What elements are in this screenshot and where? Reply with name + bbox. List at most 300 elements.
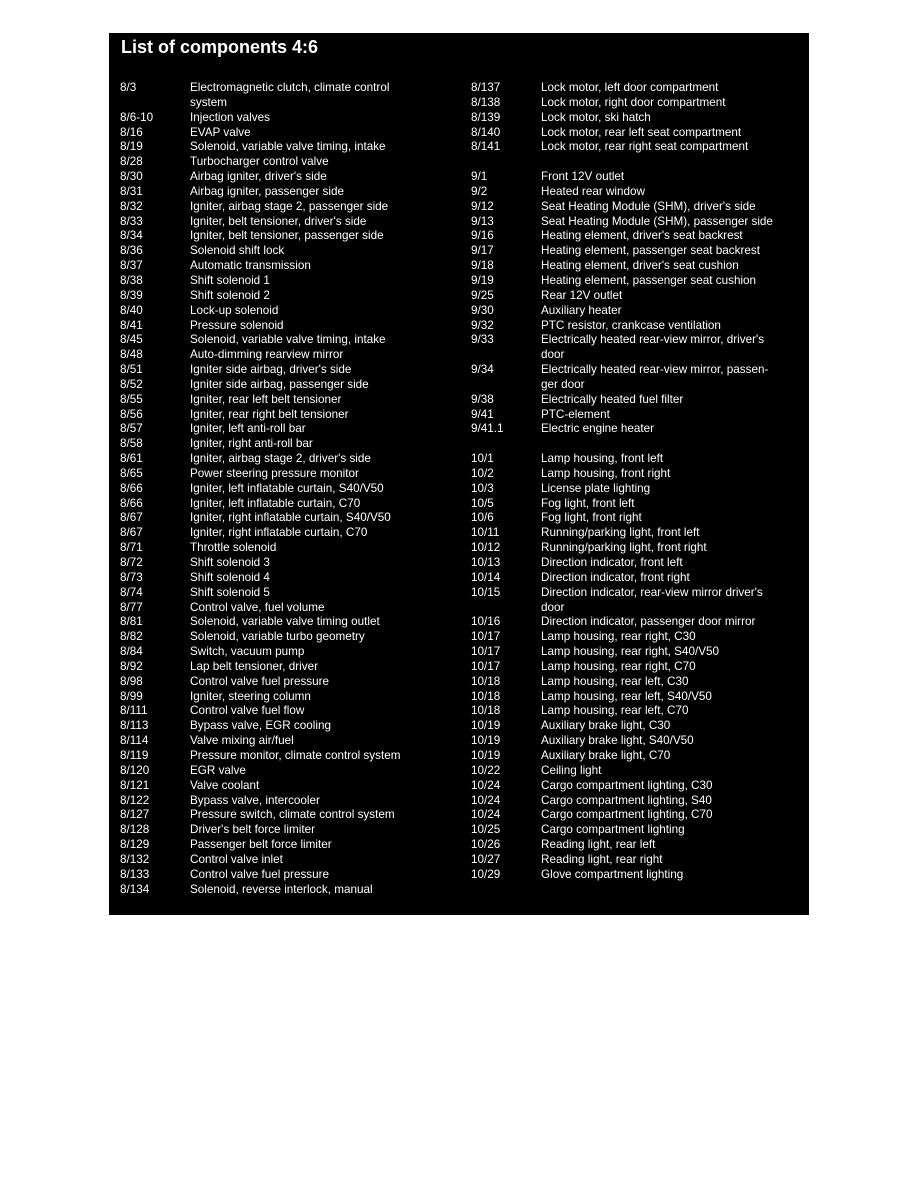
component-description: Lamp housing, rear right, C70	[541, 659, 696, 673]
component-code: 8/133	[120, 867, 150, 881]
component-code: 10/16	[471, 615, 501, 629]
component-description: Auto-dimming rearview mirror	[190, 348, 344, 362]
component-row	[120, 779, 460, 794]
component-row	[120, 126, 460, 141]
component-code: 10/1	[471, 452, 494, 466]
component-code: 10/15	[471, 585, 501, 599]
component-row	[471, 779, 803, 794]
section-gap	[471, 155, 803, 170]
component-description: Igniter, belt tensioner, driver's side	[190, 214, 367, 228]
component-code: 9/13	[471, 214, 494, 228]
component-code: 10/17	[471, 630, 501, 644]
component-code: 10/19	[471, 719, 501, 733]
section-gap	[471, 437, 803, 452]
component-description: Lock motor, left door compartment	[541, 81, 719, 94]
component-row	[471, 81, 803, 96]
component-code: 9/41.1	[471, 422, 504, 436]
right-column	[471, 81, 803, 883]
component-row	[471, 96, 803, 111]
component-row	[471, 408, 803, 423]
component-code: 10/24	[471, 793, 501, 807]
component-row	[120, 526, 460, 541]
component-row	[120, 140, 460, 155]
component-row	[120, 422, 460, 437]
component-code: 9/25	[471, 288, 494, 302]
component-description: Igniter, steering column	[190, 689, 311, 703]
component-description: Lamp housing, rear right, S40/V50	[541, 645, 720, 659]
component-row	[120, 675, 460, 690]
component-code: 8/37	[120, 259, 143, 273]
component-row	[120, 660, 460, 675]
component-description: Control valve fuel pressure	[190, 867, 330, 881]
component-description: Pressure solenoid	[190, 318, 284, 332]
component-description: Electrically heated rear-view mirror, driver's door	[541, 333, 765, 362]
component-code: 8/52	[120, 377, 143, 391]
component-row	[120, 719, 460, 734]
component-row	[471, 541, 803, 556]
component-row	[120, 808, 460, 823]
component-row	[120, 393, 460, 408]
component-description: Power steering pressure monitor	[190, 466, 359, 480]
component-description: Direction indicator, rear-view mirror driver's door	[541, 585, 763, 614]
component-row	[471, 140, 803, 155]
component-row	[120, 244, 460, 259]
component-code: 8/141	[471, 140, 501, 154]
component-description: Reading light, rear left	[541, 838, 656, 852]
component-row	[471, 259, 803, 274]
component-description: Electromagnetic clutch, climate control system	[190, 81, 390, 109]
component-description: Shift solenoid 1	[190, 273, 270, 287]
component-row	[471, 452, 803, 467]
component-description: Fog light, front right	[541, 511, 642, 525]
component-code: 8/128	[120, 823, 150, 837]
component-row	[120, 794, 460, 809]
component-description: Lock motor, rear right seat compartment	[541, 140, 749, 154]
component-code: 10/19	[471, 748, 501, 762]
component-code: 10/5	[471, 496, 494, 510]
component-code: 10/12	[471, 541, 501, 555]
component-row	[120, 363, 460, 378]
component-description: Lamp housing, rear left, C30	[541, 674, 689, 688]
component-code: 8/61	[120, 452, 143, 466]
component-row	[471, 422, 803, 437]
component-code: 10/3	[471, 481, 494, 495]
component-description: Direction indicator, front right	[541, 570, 690, 584]
page-title: List of components 4:6	[121, 37, 319, 57]
component-description: Throttle solenoid	[190, 541, 277, 555]
component-description: Fog light, front left	[541, 496, 635, 510]
component-row	[471, 719, 803, 734]
component-code: 8/3	[120, 81, 137, 94]
component-description: Shift solenoid 2	[190, 288, 270, 302]
component-code: 10/19	[471, 734, 501, 748]
component-description: Lock motor, right door compartment	[541, 95, 726, 109]
component-description: Shift solenoid 3	[190, 556, 270, 569]
component-row	[471, 615, 803, 630]
component-row	[471, 244, 803, 259]
component-code: 8/32	[120, 199, 143, 213]
component-row	[471, 319, 803, 334]
component-description: Heating element, passenger seat cushion	[541, 273, 757, 287]
component-description: Turbocharger control valve	[190, 155, 329, 169]
component-code: 8/41	[120, 318, 143, 332]
component-code: 8/58	[120, 437, 143, 451]
component-code: 10/2	[471, 466, 494, 480]
component-description: Cargo compartment lighting, C30	[541, 778, 713, 792]
component-description: Electric engine heater	[541, 422, 655, 436]
component-description: Seat Heating Module (SHM), driver's side	[541, 199, 756, 213]
component-description: Heating element, passenger seat backrest	[541, 244, 760, 258]
component-code: 8/40	[120, 303, 143, 317]
component-row	[120, 467, 460, 482]
component-code: 8/34	[120, 229, 143, 243]
component-row	[471, 333, 803, 363]
component-code: 8/129	[120, 838, 150, 852]
component-code: 10/22	[471, 763, 501, 777]
component-code: 8/74	[120, 585, 143, 599]
component-description: Solenoid, reverse interlock, manual	[190, 882, 373, 896]
component-code: 8/122	[120, 793, 150, 807]
component-code: 8/138	[471, 95, 501, 109]
component-code: 8/114	[120, 734, 149, 748]
component-description: Control valve inlet	[190, 852, 283, 866]
component-row	[120, 601, 460, 616]
component-code: 10/13	[471, 556, 501, 569]
component-row	[471, 511, 803, 526]
component-description: Lamp housing, rear right, C30	[541, 630, 696, 644]
component-code: 8/16	[120, 125, 143, 139]
component-row	[471, 853, 803, 868]
component-code: 8/92	[120, 659, 143, 673]
component-row	[471, 200, 803, 215]
component-code: 8/48	[120, 348, 143, 362]
component-row	[471, 467, 803, 482]
component-description: Lamp housing, rear left, C70	[541, 704, 689, 718]
component-row	[471, 586, 803, 616]
component-description: Driver's belt force limiter	[190, 823, 315, 837]
component-description: Heated rear window	[541, 184, 645, 198]
component-description: Shift solenoid 5	[190, 585, 270, 599]
component-code: 8/38	[120, 273, 143, 287]
component-row	[471, 660, 803, 675]
component-code: 8/120	[120, 763, 150, 777]
component-row	[120, 838, 460, 853]
component-code: 9/30	[471, 303, 494, 317]
component-row	[120, 437, 460, 452]
component-description: Electrically heated rear-view mirror, passen- ger door	[541, 363, 769, 391]
component-row	[120, 200, 460, 215]
component-row	[471, 764, 803, 779]
component-description: Lock-up solenoid	[190, 303, 279, 317]
component-code: 8/82	[120, 630, 143, 644]
component-code: 10/26	[471, 838, 501, 852]
component-code: 8/56	[120, 407, 143, 421]
component-description: Seat Heating Module (SHM), passenger side	[541, 214, 773, 228]
component-description: Running/parking light, front right	[541, 541, 707, 555]
component-description: Glove compartment lighting	[541, 867, 684, 881]
component-description: License plate lighting	[541, 481, 651, 495]
component-description: Igniter, left inflatable curtain, S40/V50	[190, 481, 384, 495]
component-description: Igniter, left anti-roll bar	[190, 422, 306, 436]
component-description: Control valve fuel pressure	[190, 674, 330, 688]
component-code: 9/2	[471, 184, 488, 198]
component-row	[471, 482, 803, 497]
component-row	[120, 645, 460, 660]
component-row	[120, 452, 460, 467]
component-description: Electrically heated fuel filter	[541, 392, 684, 406]
component-code: 8/66	[120, 481, 143, 495]
component-code: 8/134	[120, 882, 150, 896]
component-description: Shift solenoid 4	[190, 570, 270, 584]
component-row	[120, 690, 460, 705]
component-row	[120, 823, 460, 838]
component-description: Cargo compartment lighting	[541, 823, 685, 837]
component-row	[120, 319, 460, 334]
component-code: 8/51	[120, 363, 143, 377]
component-code: 10/24	[471, 778, 501, 792]
component-code: 8/113	[120, 719, 149, 733]
component-row	[120, 229, 460, 244]
component-code: 9/33	[471, 333, 494, 347]
component-row	[120, 289, 460, 304]
component-description: Solenoid, variable valve timing, intake	[190, 333, 386, 347]
component-row	[120, 348, 460, 363]
component-description: Control valve, fuel volume	[190, 600, 325, 614]
component-description: Rear 12V outlet	[541, 288, 623, 302]
component-description: Lap belt tensioner, driver	[190, 659, 318, 673]
component-code: 9/1	[471, 170, 488, 184]
component-code: 10/25	[471, 823, 501, 837]
component-code: 10/17	[471, 645, 501, 659]
component-description: Pressure switch, climate control system	[190, 808, 395, 822]
component-code: 8/127	[120, 808, 150, 822]
component-row	[471, 215, 803, 230]
component-row	[471, 229, 803, 244]
component-description: Lock motor, rear left seat compartment	[541, 125, 742, 139]
component-code: 9/12	[471, 199, 494, 213]
component-code: 8/66	[120, 496, 143, 510]
component-description: Heating element, driver's seat cushion	[541, 259, 739, 273]
component-description: Airbag igniter, driver's side	[190, 170, 327, 184]
component-code: 10/17	[471, 659, 501, 673]
component-description: Heating element, driver's seat backrest	[541, 229, 743, 243]
left-column	[120, 81, 460, 897]
component-code: 8/72	[120, 556, 143, 569]
component-row	[120, 215, 460, 230]
component-code: 10/14	[471, 570, 501, 584]
component-description: Valve coolant	[190, 778, 260, 792]
component-description: Passenger belt force limiter	[190, 838, 332, 852]
component-code: 8/6-10	[120, 110, 154, 124]
component-description: PTC resistor, crankcase ventilation	[541, 318, 721, 332]
component-code: 9/38	[471, 392, 494, 406]
component-row	[120, 541, 460, 556]
component-code: 8/28	[120, 155, 143, 169]
component-code: 9/41	[471, 407, 494, 421]
component-row	[120, 586, 460, 601]
component-description: Igniter, right inflatable curtain, C70	[190, 526, 368, 540]
component-code: 8/81	[120, 615, 143, 629]
component-row	[120, 482, 460, 497]
component-code: 8/98	[120, 674, 143, 688]
component-code: 8/19	[120, 140, 143, 154]
component-row	[471, 170, 803, 185]
component-row	[120, 408, 460, 423]
component-code: 8/55	[120, 392, 143, 406]
component-row	[120, 333, 460, 348]
component-row	[120, 853, 460, 868]
component-code: 10/18	[471, 674, 501, 688]
component-row	[471, 645, 803, 660]
component-row	[120, 749, 460, 764]
component-description: Lamp housing, rear left, S40/V50	[541, 689, 712, 703]
component-code: 8/84	[120, 645, 143, 659]
component-row	[120, 868, 460, 883]
component-row	[120, 304, 460, 319]
component-row	[471, 274, 803, 289]
component-description: Automatic transmission	[190, 259, 311, 273]
component-row	[120, 734, 460, 749]
component-row	[471, 185, 803, 200]
component-code: 8/71	[120, 541, 143, 555]
component-description: Front 12V outlet	[541, 170, 625, 184]
component-description: Bypass valve, intercooler	[190, 793, 320, 807]
component-row	[120, 704, 460, 719]
component-description: Lock motor, ski hatch	[541, 110, 651, 124]
component-description: PTC-element	[541, 407, 610, 421]
component-description: Igniter, right anti-roll bar	[190, 437, 313, 451]
component-code: 8/33	[120, 214, 143, 228]
component-code: 10/24	[471, 808, 501, 822]
component-code: 9/19	[471, 273, 494, 287]
component-description: Reading light, rear right	[541, 852, 663, 866]
component-code: 8/77	[120, 600, 143, 614]
component-description: Cargo compartment lighting, S40	[541, 793, 712, 807]
component-code: 8/140	[471, 125, 501, 139]
component-row	[120, 571, 460, 586]
component-code: 8/121	[120, 778, 150, 792]
component-description: Ceiling light	[541, 763, 602, 777]
component-description: Igniter side airbag, driver's side	[190, 363, 352, 377]
component-code: 10/18	[471, 689, 501, 703]
component-row	[471, 393, 803, 408]
component-description: Igniter, airbag stage 2, passenger side	[190, 199, 389, 213]
component-row	[120, 764, 460, 779]
component-description: Injection valves	[190, 110, 270, 124]
component-code: 8/139	[471, 110, 501, 124]
component-description: Auxiliary brake light, C70	[541, 748, 671, 762]
component-code: 8/45	[120, 333, 143, 347]
component-code: 8/67	[120, 526, 143, 540]
component-row	[120, 511, 460, 526]
component-row	[120, 111, 460, 126]
component-description: Direction indicator, front left	[541, 556, 683, 569]
component-row	[471, 868, 803, 883]
component-code: 8/36	[120, 244, 143, 258]
component-code: 8/132	[120, 852, 150, 866]
component-description: Running/parking light, front left	[541, 526, 700, 540]
component-description: Valve mixing air/fuel	[190, 734, 294, 748]
component-code: 9/17	[471, 244, 494, 258]
component-row	[471, 794, 803, 809]
component-description: Direction indicator, passenger door mirror	[541, 615, 756, 629]
component-description: Lamp housing, front left	[541, 452, 664, 466]
component-description: Switch, vacuum pump	[190, 645, 305, 659]
component-row	[471, 497, 803, 512]
component-row	[120, 883, 460, 898]
component-description: Igniter, right inflatable curtain, S40/V50	[190, 511, 391, 525]
component-description: Cargo compartment lighting, C70	[541, 808, 713, 822]
component-description: Solenoid, variable valve timing, intake	[190, 140, 386, 154]
component-row	[120, 81, 460, 111]
component-description: Solenoid shift lock	[190, 244, 285, 258]
component-code: 8/137	[471, 81, 501, 94]
component-code: 10/29	[471, 867, 501, 881]
component-description: Igniter, belt tensioner, passenger side	[190, 229, 384, 243]
component-description: Auxiliary brake light, C30	[541, 719, 671, 733]
component-code: 9/34	[471, 363, 494, 377]
component-code: 8/67	[120, 511, 143, 525]
component-row	[120, 630, 460, 645]
component-row	[471, 704, 803, 719]
component-row	[120, 185, 460, 200]
component-row	[471, 734, 803, 749]
component-code: 8/39	[120, 288, 143, 302]
component-row	[120, 155, 460, 170]
component-row	[120, 497, 460, 512]
component-description: Pressure monitor, climate control system	[190, 748, 401, 762]
component-code: 10/11	[471, 526, 500, 540]
component-description: Igniter, rear left belt tensioner	[190, 392, 342, 406]
component-row	[471, 749, 803, 764]
component-row	[471, 808, 803, 823]
component-code: 10/18	[471, 704, 501, 718]
component-list-panel	[109, 33, 809, 915]
component-description: EGR valve	[190, 763, 246, 777]
component-row	[120, 170, 460, 185]
component-description: Igniter, left inflatable curtain, C70	[190, 496, 361, 510]
component-row	[471, 838, 803, 853]
component-description: EVAP valve	[190, 125, 251, 139]
component-description: Control valve fuel flow	[190, 704, 305, 718]
component-description: Airbag igniter, passenger side	[190, 184, 344, 198]
component-code: 8/111	[120, 704, 148, 718]
component-row	[471, 823, 803, 838]
component-code: 10/27	[471, 852, 501, 866]
component-row	[471, 289, 803, 304]
component-row	[471, 304, 803, 319]
component-description: Igniter side airbag, passenger side	[190, 377, 369, 391]
component-row	[471, 690, 803, 705]
component-code: 9/16	[471, 229, 494, 243]
component-code: 9/18	[471, 259, 494, 273]
component-row	[471, 630, 803, 645]
component-row	[120, 615, 460, 630]
component-code: 8/119	[120, 748, 149, 762]
component-code: 8/30	[120, 170, 143, 184]
component-code: 8/73	[120, 570, 143, 584]
component-code: 8/99	[120, 689, 143, 703]
component-code: 8/57	[120, 422, 143, 436]
component-row	[120, 259, 460, 274]
component-description: Bypass valve, EGR cooling	[190, 719, 331, 733]
component-row	[120, 274, 460, 289]
component-code: 9/32	[471, 318, 494, 332]
component-code: 8/31	[120, 184, 143, 198]
component-description: Solenoid, variable turbo geometry	[190, 630, 365, 644]
component-description: Auxiliary heater	[541, 303, 622, 317]
component-row	[471, 363, 803, 393]
